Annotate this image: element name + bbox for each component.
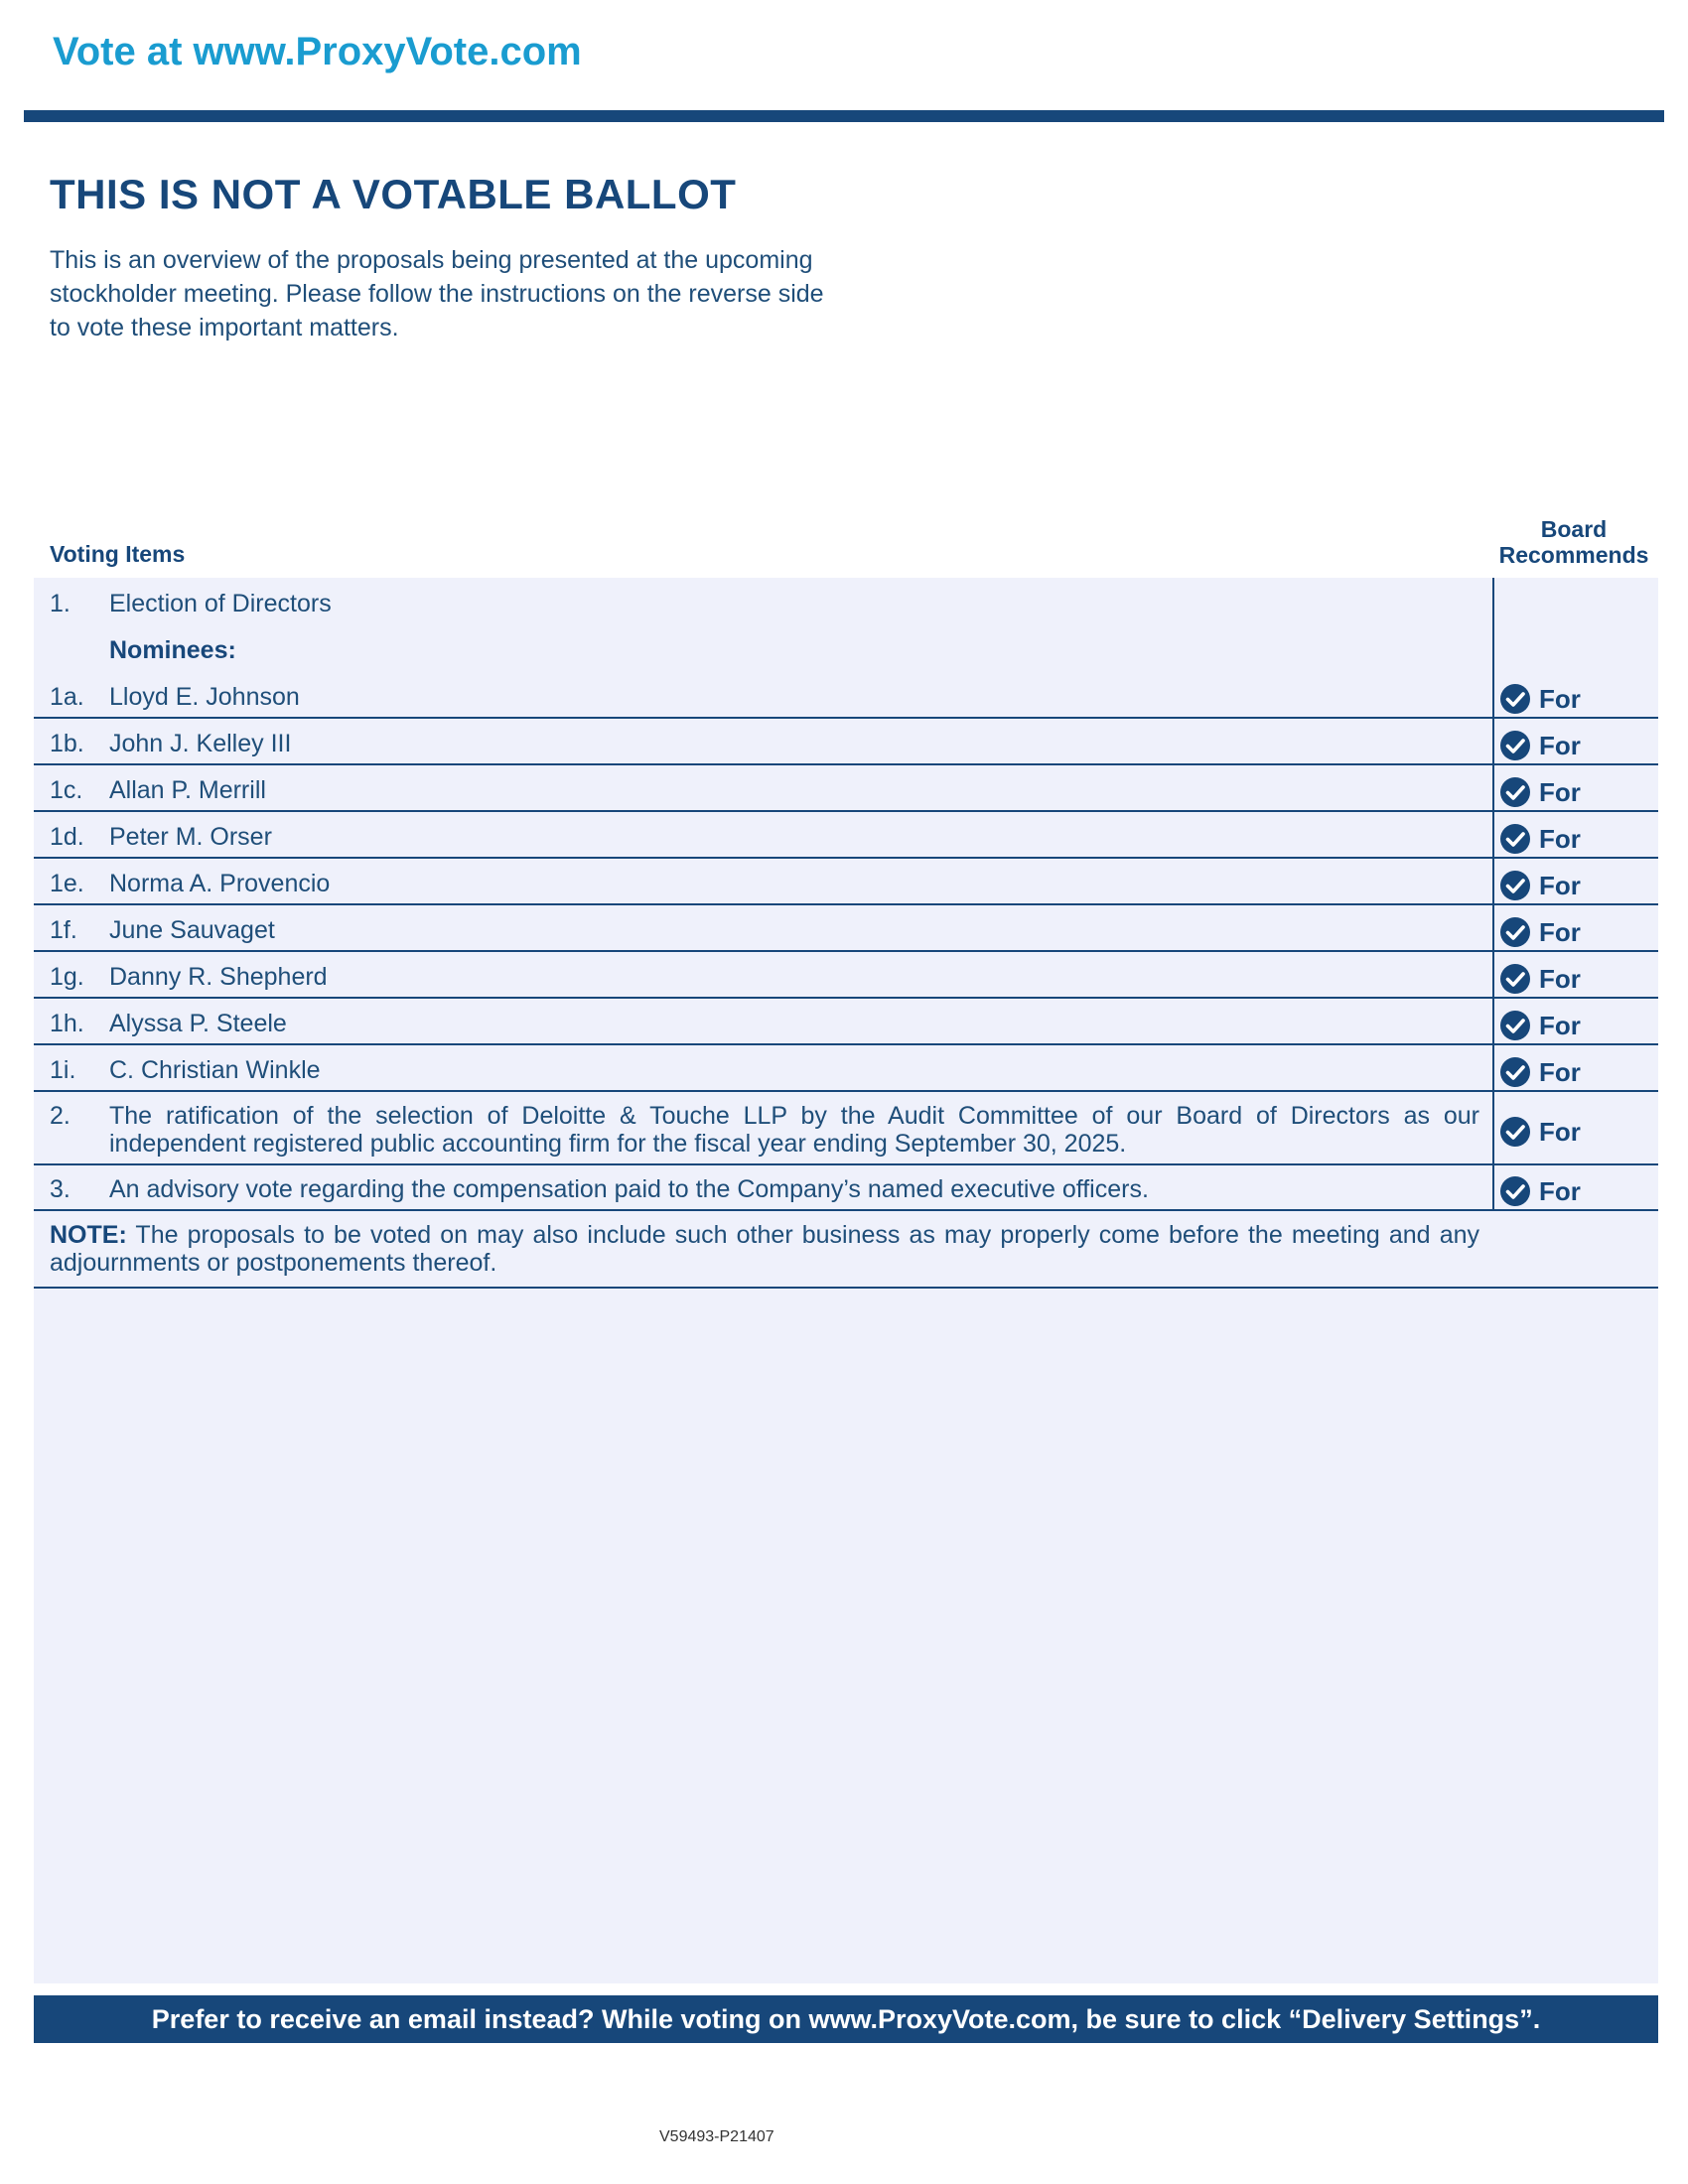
row-divider — [34, 997, 1658, 999]
check-circle-icon — [1499, 730, 1531, 761]
row-divider — [34, 1163, 1658, 1165]
nominee-name: Norma A. Provencio — [109, 870, 331, 897]
item-text: The ratification of the selection of Deloitte & Touche LLP by the Audit Committee of our Board of Directors as our independent registered public accounting firm for the fiscal year ending September 30, 2025. — [109, 1102, 1479, 1158]
recommendation-label: For — [1539, 1056, 1581, 1087]
board-recommends-line1: Board — [1540, 516, 1608, 542]
note-label: NOTE: — [50, 1221, 127, 1249]
board-recommends-line2: Recommends — [1498, 542, 1649, 568]
nominee-name: June Sauvaget — [109, 916, 275, 944]
note-paragraph — [50, 1221, 1479, 1277]
voting-items-heading: Voting Items — [50, 541, 186, 567]
email-delivery-text: Prefer to receive an email instead? While voting on www.ProxyVote.com, be sure to click “Delivery Settings”. — [151, 2003, 1541, 2034]
recommendation-label: For — [1539, 776, 1581, 807]
recommendation-label: For — [1539, 870, 1581, 900]
board-recommends-heading — [1489, 516, 1658, 568]
recommendation-label: For — [1539, 1010, 1581, 1040]
check-circle-icon — [1499, 916, 1531, 948]
recommendation — [1499, 870, 1581, 901]
row-divider — [34, 1090, 1658, 1092]
recommendation-label: For — [1539, 1175, 1581, 1206]
item-number: 1f. — [50, 916, 77, 944]
recommendation-label: For — [1539, 963, 1581, 994]
proxyvote-link-heading: Vote at www.ProxyVote.com — [53, 30, 582, 73]
item-number: 3. — [50, 1175, 70, 1203]
recommendation-label: For — [1539, 823, 1581, 854]
item-number: 1g. — [50, 963, 84, 991]
item-number: 1h. — [50, 1010, 84, 1037]
check-circle-icon — [1499, 1175, 1531, 1207]
recommendation — [1499, 823, 1581, 855]
recommendation-label: For — [1539, 1116, 1581, 1147]
page-title: THIS IS NOT A VOTABLE BALLOT — [50, 171, 737, 217]
recommendation — [1499, 1116, 1581, 1148]
nominee-name: C. Christian Winkle — [109, 1056, 321, 1084]
row-divider — [34, 763, 1658, 765]
nominee-name: Allan P. Merrill — [109, 776, 266, 804]
check-circle-icon — [1499, 1116, 1531, 1148]
recommendation — [1499, 683, 1581, 715]
row-divider — [34, 857, 1658, 859]
recommendation-label: For — [1539, 730, 1581, 760]
check-circle-icon — [1499, 776, 1531, 808]
recommendation — [1499, 730, 1581, 761]
item-number: 1c. — [50, 776, 83, 804]
row-divider — [34, 810, 1658, 812]
header-rule — [24, 110, 1664, 122]
note-divider — [34, 1287, 1658, 1289]
recommendation — [1499, 963, 1581, 995]
item-number: 1a. — [50, 683, 84, 711]
recommendation — [1499, 1010, 1581, 1041]
check-circle-icon — [1499, 1056, 1531, 1088]
item-number: 1i. — [50, 1056, 76, 1084]
intro-paragraph: This is an overview of the proposals being presented at the upcoming stockholder meeting. Please follow the instructions on the reverse side to vote these important matters. — [50, 246, 824, 341]
item-text: Election of Directors — [109, 590, 332, 617]
recommendation — [1499, 1056, 1581, 1088]
item-number: 1. — [50, 590, 70, 617]
item-number: 1e. — [50, 870, 84, 897]
recommendation — [1499, 776, 1581, 808]
check-circle-icon — [1499, 1010, 1531, 1041]
recommendation — [1499, 1175, 1581, 1207]
nominees-label: Nominees: — [109, 636, 236, 664]
row-divider — [34, 717, 1658, 719]
row-divider — [34, 950, 1658, 952]
row-divider — [34, 903, 1658, 905]
nominee-name: Danny R. Shepherd — [109, 963, 328, 991]
recommendation-label: For — [1539, 916, 1581, 947]
row-divider — [34, 1209, 1658, 1211]
item-number: 1b. — [50, 730, 84, 757]
email-delivery-banner — [34, 1995, 1658, 2043]
nominee-name: Lloyd E. Johnson — [109, 683, 300, 711]
note-text: The proposals to be voted on may also include such other business as may properly come before the meeting and any adjournments or postponements thereof. — [50, 1221, 1479, 1277]
item-text: An advisory vote regarding the compensation paid to the Company’s named executive officers. — [109, 1175, 1149, 1203]
recommendation — [1499, 916, 1581, 948]
row-divider — [34, 1043, 1658, 1045]
item-number: 1d. — [50, 823, 84, 851]
document-code: V59493-P21407 — [659, 2128, 774, 2145]
check-circle-icon — [1499, 963, 1531, 995]
nominee-name: John J. Kelley III — [109, 730, 292, 757]
item-number: 2. — [50, 1102, 70, 1130]
check-circle-icon — [1499, 823, 1531, 855]
recommendation-label: For — [1539, 683, 1581, 714]
check-circle-icon — [1499, 870, 1531, 901]
nominee-name: Peter M. Orser — [109, 823, 272, 851]
check-circle-icon — [1499, 683, 1531, 715]
nominee-name: Alyssa P. Steele — [109, 1010, 287, 1037]
